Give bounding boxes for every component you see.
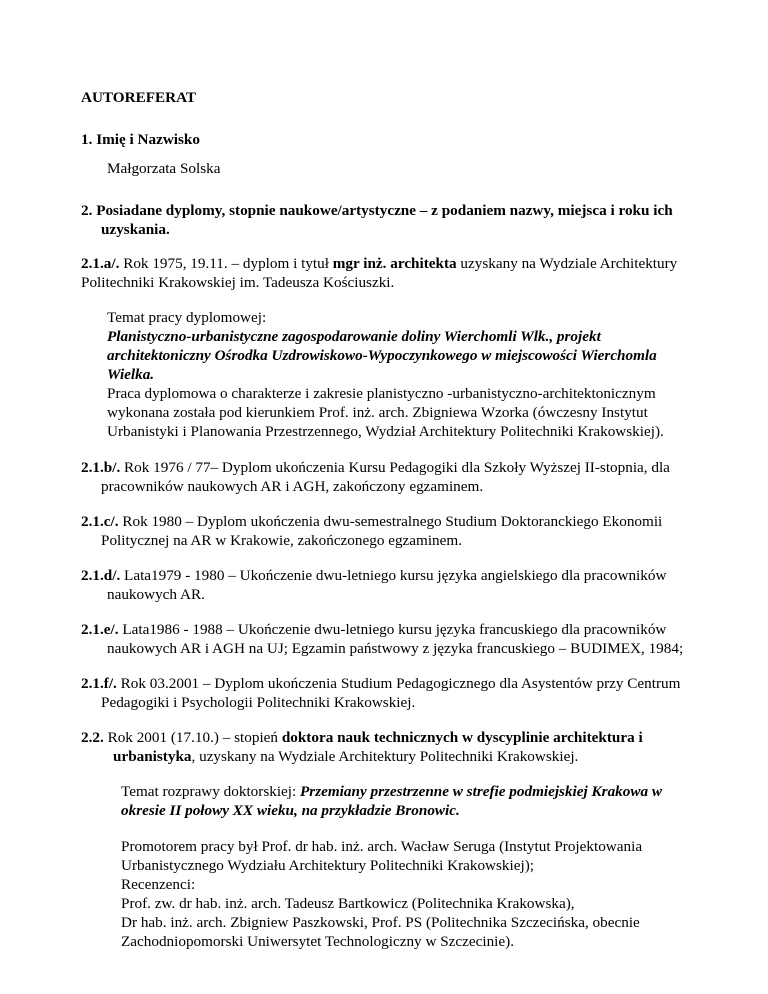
section-1-heading: 1. Imię i Nazwisko (81, 131, 200, 148)
promoter-text: Promotorem pracy był Prof. dr hab. inż. arch. Wacław Seruga (Instytut Projektowania Urbanistycznego Wydziału Architektury Politechniki Krakowskiej); (121, 838, 643, 874)
entry-2-1-f (81, 674, 687, 712)
document-title: AUTOREFERAT (81, 89, 197, 106)
entry-number: 2.1.c/. (81, 513, 119, 530)
entry-text: Lata1986 - 1988 – Ukończenie dwu-letniego kursu języka francuskiego dla pracowników naukowych AR i AGH na UJ; Egzamin państwowy z języka francuskiego – BUDIMEX, 1984; (107, 621, 684, 657)
diploma-thesis-block (81, 308, 687, 441)
entry-2-1-c (81, 512, 687, 550)
entry-bold-text: doktora nauk technicznych w dyscyplinie architektura i urbanistyka (113, 729, 643, 765)
document-page (81, 88, 687, 968)
entry-text: Rok 1976 / 77– Dyplom ukończenia Kursu Pedagogiki dla Szkoły Wyższej II-stopnia, dla pracowników naukowych AR i AGH, zakończony egzaminem. (101, 459, 670, 495)
entry-text: Rok 2001 (17.10.) – stopień (103, 729, 282, 746)
reviewer-2: Dr hab. inż. arch. Zbigniew Paszkowski, Prof. PS (Politechnika Szczecińska, obecnie Zachodniopomorski Uniwersytet Technologiczny w Szczecinie). (121, 914, 640, 950)
entry-text: Rok 1975, 19.11. – dyplom i tytuł (119, 255, 333, 272)
entry-number: 2.1.a/. (81, 255, 120, 272)
entry-text: , uzyskany na Wydziale Architektury Politechniki Krakowskiej. (191, 748, 579, 765)
entry-number: 2.1.e/. (81, 621, 119, 638)
entry-text: Lata1979 - 1980 – Ukończenie dwu-letniego kursu języka angielskiego dla pracowników naukowych AR. (107, 567, 667, 603)
doctoral-label: Temat rozprawy doktorskiej: (121, 783, 301, 800)
section-2-heading: 2. Posiadane dyplomy, stopnie naukowe/artystyczne – z podaniem nazwy, miejsca i roku ich uzyskania. (81, 202, 673, 238)
entry-2-2 (81, 728, 687, 766)
promoter-block (81, 837, 687, 951)
entry-2-1-d (81, 566, 687, 604)
author-name: Małgorzata Solska (107, 160, 221, 177)
entry-text: Rok 1980 – Dyplom ukończenia dwu-semestralnego Studium Doktoranckiego Ekonomii Politycznej na AR w Krakowie, zakończonego egzaminem. (101, 513, 663, 549)
entry-bold-text: mgr inż. architekta (332, 255, 457, 272)
entry-number: 2.1.d/. (81, 567, 121, 584)
entry-number: 2.1.f/. (81, 675, 117, 692)
entry-2-1-b (81, 458, 687, 496)
entry-2-1-a (81, 254, 687, 292)
reviewers-label: Recenzenci: (121, 876, 196, 893)
doctoral-thesis-block (81, 782, 687, 820)
entry-number: 2.1.b/. (81, 459, 121, 476)
entry-2-1-e (81, 620, 687, 658)
entry-text: uzyskany na Wydziale Architektury Politechniki Krakowskiej im. Tadeusza Kościuszki. (81, 255, 678, 291)
reviewer-1: Prof. zw. dr hab. inż. arch. Tadeusz Bartkowicz (Politechnika Krakowska), (121, 895, 575, 912)
thesis-title: Planistyczno-urbanistyczne zagospodarowanie doliny Wierchomli Wlk., projekt architektoniczny Ośrodka Uzdrowiskowo-Wypoczynkowego w miejscowości Wierchomla Wielka. (107, 328, 657, 383)
entry-number: 2.2. (81, 729, 104, 746)
thesis-label: Temat pracy dyplomowej: (107, 309, 267, 326)
doctoral-title: Przemiany przestrzenne w strefie podmiejskiej Krakowa w okresie II połowy XX wieku, na przykładzie Bronowic. (121, 783, 663, 819)
thesis-description: Praca dyplomowa o charakterze i zakresie planistyczno -urbanistyczno-architektonicznym wykonana została pod kierunkiem Prof. inż. arch. Zbigniewa Wzorka (ówczesny Instytut Urbanistyki i Planowania Przestrzennego, Wydział Architektury Politechniki Krakowskiej). (107, 385, 664, 440)
entry-text: Rok 03.2001 – Dyplom ukończenia Studium Pedagogicznego dla Asystentów przy Centrum Pedagogiki i Psychologii Politechniki Krakowskiej. (101, 675, 681, 711)
